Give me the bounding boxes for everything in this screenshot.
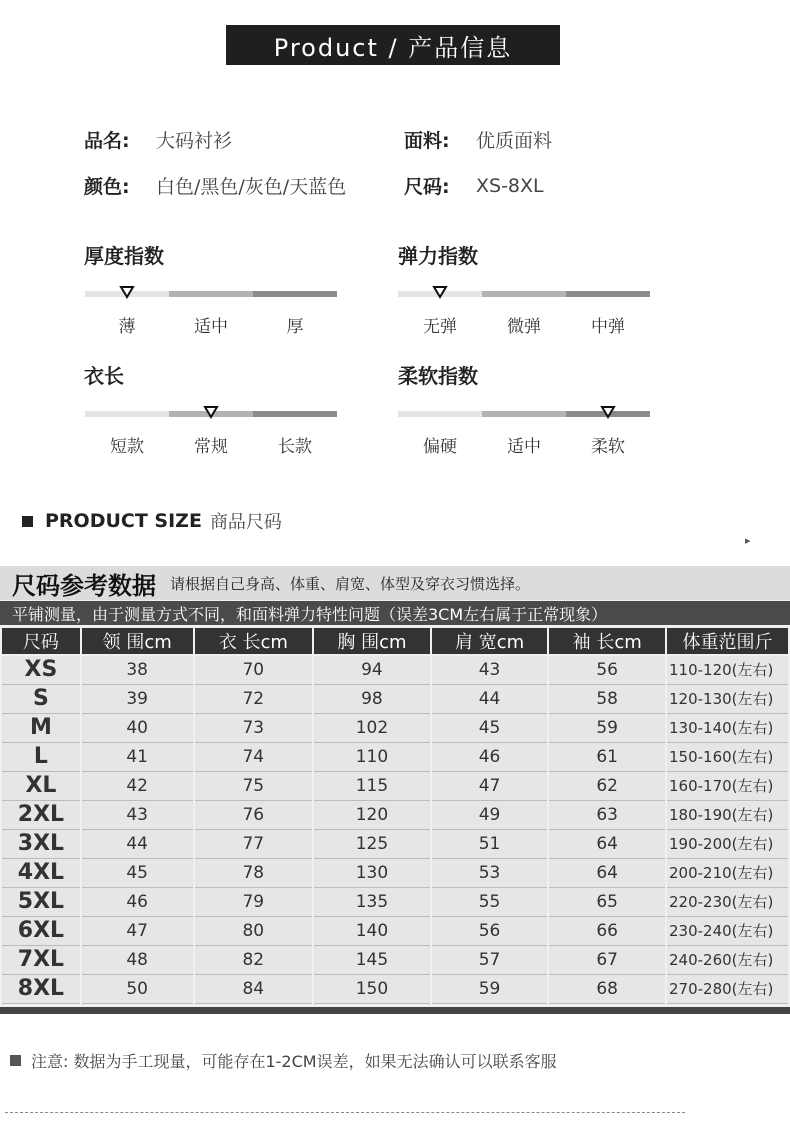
softness-index-labels (398, 432, 650, 457)
size-cell: M (1, 713, 81, 742)
table-cell: 180-190(左右) (666, 800, 789, 829)
table-cell: 56 (548, 655, 666, 684)
dashed-divider (5, 1112, 685, 1113)
table-cell: 64 (548, 858, 666, 887)
table-row (1, 655, 789, 684)
attr-name (84, 126, 232, 153)
table-cell: 43 (81, 800, 194, 829)
option-label: 适中 (194, 317, 228, 337)
table-cell: 45 (81, 858, 194, 887)
option-label: 适中 (507, 437, 541, 457)
table-cell: 68 (548, 974, 666, 1003)
length-index-bar (85, 411, 337, 417)
table-cell: 220-230(左右) (666, 887, 789, 916)
size-table-subtitle: 请根据自己身高、体重、肩宽、体型及穿衣习惯选择。 (170, 574, 531, 593)
option-label: 短款 (110, 437, 144, 457)
attr-label: 颜色: (84, 176, 130, 198)
size-cell: 3XL (1, 829, 81, 858)
table-cell: 44 (81, 829, 194, 858)
table-cell: 40 (81, 713, 194, 742)
table-cell: 49 (431, 800, 549, 829)
table-cell: 46 (431, 742, 549, 771)
size-cell: 7XL (1, 945, 81, 974)
size-cell: 8XL (1, 974, 81, 1003)
table-cell: 150 (313, 974, 431, 1003)
thickness-index-bar (85, 291, 337, 297)
size-cell: L (1, 742, 81, 771)
table-cell: 73 (194, 713, 314, 742)
size-table-title: 尺码参考数据 (12, 571, 156, 600)
table-cell: 47 (431, 771, 549, 800)
indicator-triangle-icon (432, 285, 448, 299)
table-cell: 120 (313, 800, 431, 829)
column-header: 尺码 (1, 627, 81, 655)
table-cell: 190-200(左右) (666, 829, 789, 858)
table-row (1, 858, 789, 887)
elasticity-index-title: 弹力指数 (398, 244, 478, 268)
option-label: 中弹 (591, 317, 625, 337)
table-cell: 72 (194, 684, 314, 713)
table-header-row (1, 627, 789, 655)
table-cell: 125 (313, 829, 431, 858)
table-cell: 79 (194, 887, 314, 916)
column-header: 袖 长cm (548, 627, 666, 655)
column-header: 肩 宽cm (431, 627, 549, 655)
table-cell: 77 (194, 829, 314, 858)
attr-color (84, 172, 346, 199)
elasticity-index-bar (398, 291, 650, 297)
table-cell: 160-170(左右) (666, 771, 789, 800)
measure-note: 平铺测量，由于测量方式不同，和面料弹力特性问题（误差3CM左右属于正常现象） (0, 601, 790, 625)
table-cell: 130-140(左右) (666, 713, 789, 742)
table-cell: 270-280(左右) (666, 974, 789, 1003)
table-cell: 70 (194, 655, 314, 684)
table-row (1, 771, 789, 800)
table-cell: 43 (431, 655, 549, 684)
table-cell: 150-160(左右) (666, 742, 789, 771)
product-size-title-en: PRODUCT SIZE (45, 510, 202, 532)
table-cell: 130 (313, 858, 431, 887)
indicator-triangle-icon (600, 405, 616, 419)
table-cell: 120-130(左右) (666, 684, 789, 713)
option-label: 微弹 (507, 317, 541, 337)
size-table (0, 626, 790, 1004)
arrow-right-icon: ▸ (745, 534, 751, 547)
table-row (1, 684, 789, 713)
table-cell: 65 (548, 887, 666, 916)
table-row (1, 945, 789, 974)
table-cell: 48 (81, 945, 194, 974)
table-cell: 145 (313, 945, 431, 974)
table-cell: 61 (548, 742, 666, 771)
column-header: 领 围cm (81, 627, 194, 655)
option-label: 厚 (286, 317, 304, 337)
table-cell: 66 (548, 916, 666, 945)
table-cell: 56 (431, 916, 549, 945)
attr-label: 品名: (84, 130, 130, 152)
table-cell: 200-210(左右) (666, 858, 789, 887)
attr-fabric (404, 126, 552, 153)
column-header: 衣 长cm (194, 627, 314, 655)
table-cell: 240-260(左右) (666, 945, 789, 974)
size-cell: S (1, 684, 81, 713)
table-row (1, 887, 789, 916)
table-cell: 80 (194, 916, 314, 945)
table-cell: 135 (313, 887, 431, 916)
table-cell: 55 (431, 887, 549, 916)
table-cell: 59 (548, 713, 666, 742)
attr-size (404, 172, 544, 199)
table-cell: 94 (313, 655, 431, 684)
table-cell: 82 (194, 945, 314, 974)
product-size-heading (22, 508, 282, 534)
table-cell: 74 (194, 742, 314, 771)
table-cell: 45 (431, 713, 549, 742)
option-label: 薄 (118, 317, 136, 337)
option-label: 无弹 (423, 317, 457, 337)
table-row (1, 742, 789, 771)
column-header: 胸 围cm (313, 627, 431, 655)
table-cell: 47 (81, 916, 194, 945)
table-cell: 75 (194, 771, 314, 800)
table-row (1, 829, 789, 858)
size-cell: XS (1, 655, 81, 684)
table-cell: 110 (313, 742, 431, 771)
softness-index-bar (398, 411, 650, 417)
softness-index-title: 柔软指数 (398, 364, 478, 388)
table-cell: 140 (313, 916, 431, 945)
table-cell: 44 (431, 684, 549, 713)
size-table-header (0, 566, 790, 600)
table-bottom-border (0, 1007, 790, 1014)
table-cell: 59 (431, 974, 549, 1003)
column-header: 体重范围斤 (666, 627, 789, 655)
footer-note (10, 1049, 557, 1072)
size-cell: 5XL (1, 887, 81, 916)
table-body (1, 655, 789, 1003)
attr-value: 大码衬衫 (156, 130, 233, 152)
size-reference-table (0, 566, 790, 1014)
table-cell: 115 (313, 771, 431, 800)
table-cell: 67 (548, 945, 666, 974)
square-bullet-icon (22, 516, 33, 527)
table-cell: 39 (81, 684, 194, 713)
size-cell: XL (1, 771, 81, 800)
table-cell: 57 (431, 945, 549, 974)
table-cell: 76 (194, 800, 314, 829)
length-index-labels (85, 432, 337, 457)
table-cell: 98 (313, 684, 431, 713)
length-index-title: 衣长 (84, 364, 124, 388)
table-cell: 50 (81, 974, 194, 1003)
attr-label: 面料: (404, 130, 450, 152)
table-row (1, 974, 789, 1003)
product-size-title-cn: 商品尺码 (209, 512, 282, 533)
table-cell: 64 (548, 829, 666, 858)
table-cell: 38 (81, 655, 194, 684)
indicator-triangle-icon (203, 405, 219, 419)
table-cell: 41 (81, 742, 194, 771)
table-cell: 84 (194, 974, 314, 1003)
thickness-index-labels (85, 312, 337, 337)
attr-value: 白色/黑色/灰色/天蓝色 (156, 176, 347, 198)
footer-note-text: 注意: 数据为手工现量，可能存在1-2CM误差，如果无法确认可以联系客服 (31, 1052, 557, 1071)
size-cell: 6XL (1, 916, 81, 945)
table-cell: 78 (194, 858, 314, 887)
table-cell: 42 (81, 771, 194, 800)
table-cell: 63 (548, 800, 666, 829)
table-cell: 51 (431, 829, 549, 858)
table-row (1, 800, 789, 829)
option-label: 常规 (194, 437, 228, 457)
attr-value: 优质面料 (476, 130, 553, 152)
table-row (1, 916, 789, 945)
size-cell: 2XL (1, 800, 81, 829)
size-cell: 4XL (1, 858, 81, 887)
table-cell: 46 (81, 887, 194, 916)
table-cell: 53 (431, 858, 549, 887)
thickness-index-title: 厚度指数 (84, 244, 164, 268)
table-cell: 102 (313, 713, 431, 742)
attr-label: 尺码: (404, 176, 450, 198)
option-label: 偏硬 (423, 437, 457, 457)
table-row (1, 713, 789, 742)
attr-value: XS-8XL (476, 174, 544, 197)
option-label: 长款 (278, 437, 312, 457)
option-label: 柔软 (591, 437, 625, 457)
indicator-triangle-icon (119, 285, 135, 299)
table-cell: 110-120(左右) (666, 655, 789, 684)
product-title-banner: Product / 产品信息 (226, 25, 560, 65)
elasticity-index-labels (398, 312, 650, 337)
table-cell: 230-240(左右) (666, 916, 789, 945)
square-bullet-icon (10, 1055, 21, 1066)
table-cell: 62 (548, 771, 666, 800)
table-cell: 58 (548, 684, 666, 713)
